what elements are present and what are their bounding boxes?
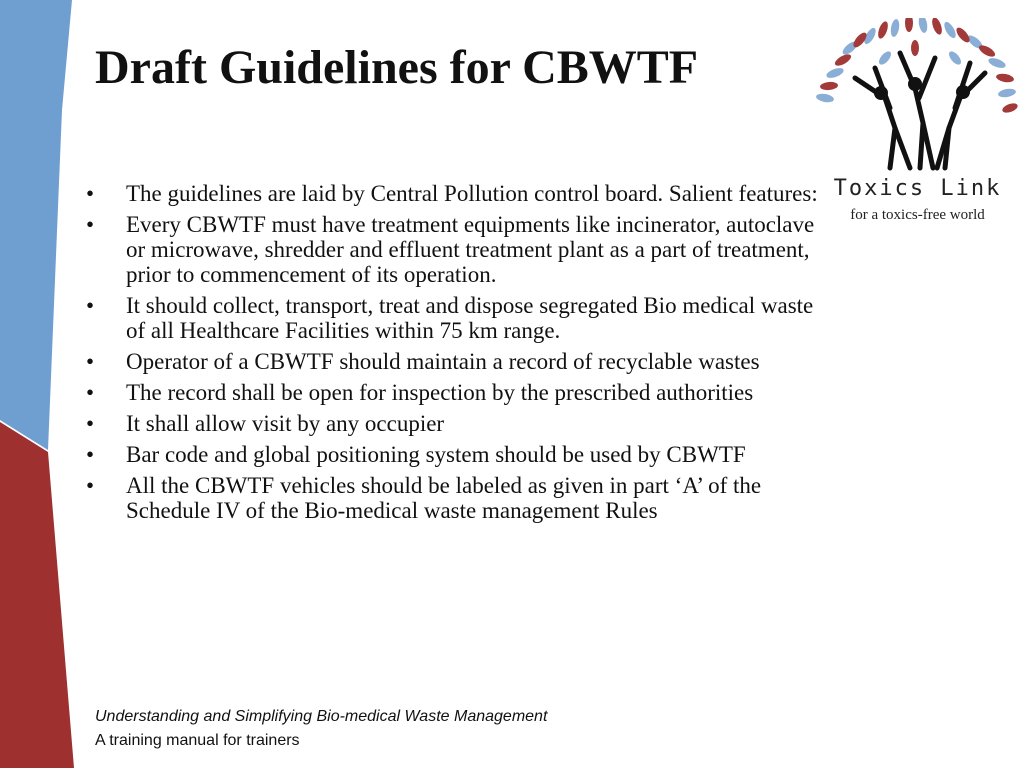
- bullet-item: [86, 212, 826, 287]
- tree-people-icon: [815, 18, 1020, 176]
- bullet-marker: •: [86, 411, 95, 436]
- bullet-item: [86, 411, 826, 436]
- bullet-item: [86, 473, 826, 523]
- bullet-text: Every CBWTF must have treatment equipments like incinerator, autoclave or microwave, shredder and effluent treatment plant as a part of treatment, prior to commencement of its operation.: [126, 212, 815, 287]
- footer: [95, 705, 547, 753]
- bullet-item: [86, 442, 826, 467]
- bullet-text: Bar code and global positioning system should be used by CBWTF: [126, 442, 746, 467]
- logo-name: Toxics Link: [833, 176, 1002, 201]
- slide-title: Draft Guidelines for CBWTF: [95, 41, 699, 94]
- bullet-marker: •: [86, 293, 95, 318]
- bullet-text: It shall allow visit by any occupier: [126, 411, 445, 436]
- stripe-red-band: [0, 422, 74, 768]
- bullet-item: [86, 349, 826, 374]
- bullet-item: [86, 181, 826, 206]
- bullet-text: It should collect, transport, treat and dispose segregated Bio medical waste of all Healthcare Facilities within 75 km range.: [126, 293, 814, 343]
- bullet-marker: •: [86, 442, 95, 467]
- bullet-text: The record shall be open for inspection by the prescribed authorities: [126, 380, 754, 405]
- bullet-text: Operator of a CBWTF should maintain a record of recyclable wastes: [126, 349, 760, 374]
- bullet-text: All the CBWTF vehicles should be labeled as given in part ‘A’ of the Schedule IV of the Bio-medical waste management Rules: [126, 473, 762, 523]
- bullet-item: [86, 293, 826, 343]
- bullet-list: [86, 181, 826, 529]
- stripe-blue-band: [0, 0, 72, 450]
- logo-tagline: for a toxics-free world: [850, 207, 985, 223]
- toxics-link-logo: [815, 18, 1020, 233]
- footer-subtitle: A training manual for trainers: [95, 732, 300, 749]
- bullet-item: [86, 380, 826, 405]
- bullet-marker: •: [86, 349, 95, 374]
- bullet-text: The guidelines are laid by Central Pollution control board. Salient features:: [126, 181, 818, 206]
- bullet-marker: •: [86, 380, 95, 405]
- bullet-marker: •: [86, 212, 95, 237]
- decorative-side-stripe: [0, 0, 80, 768]
- bullet-marker: •: [86, 473, 95, 498]
- footer-title: Understanding and Simplifying Bio-medical Waste Management: [95, 708, 548, 725]
- bullet-marker: •: [86, 181, 95, 206]
